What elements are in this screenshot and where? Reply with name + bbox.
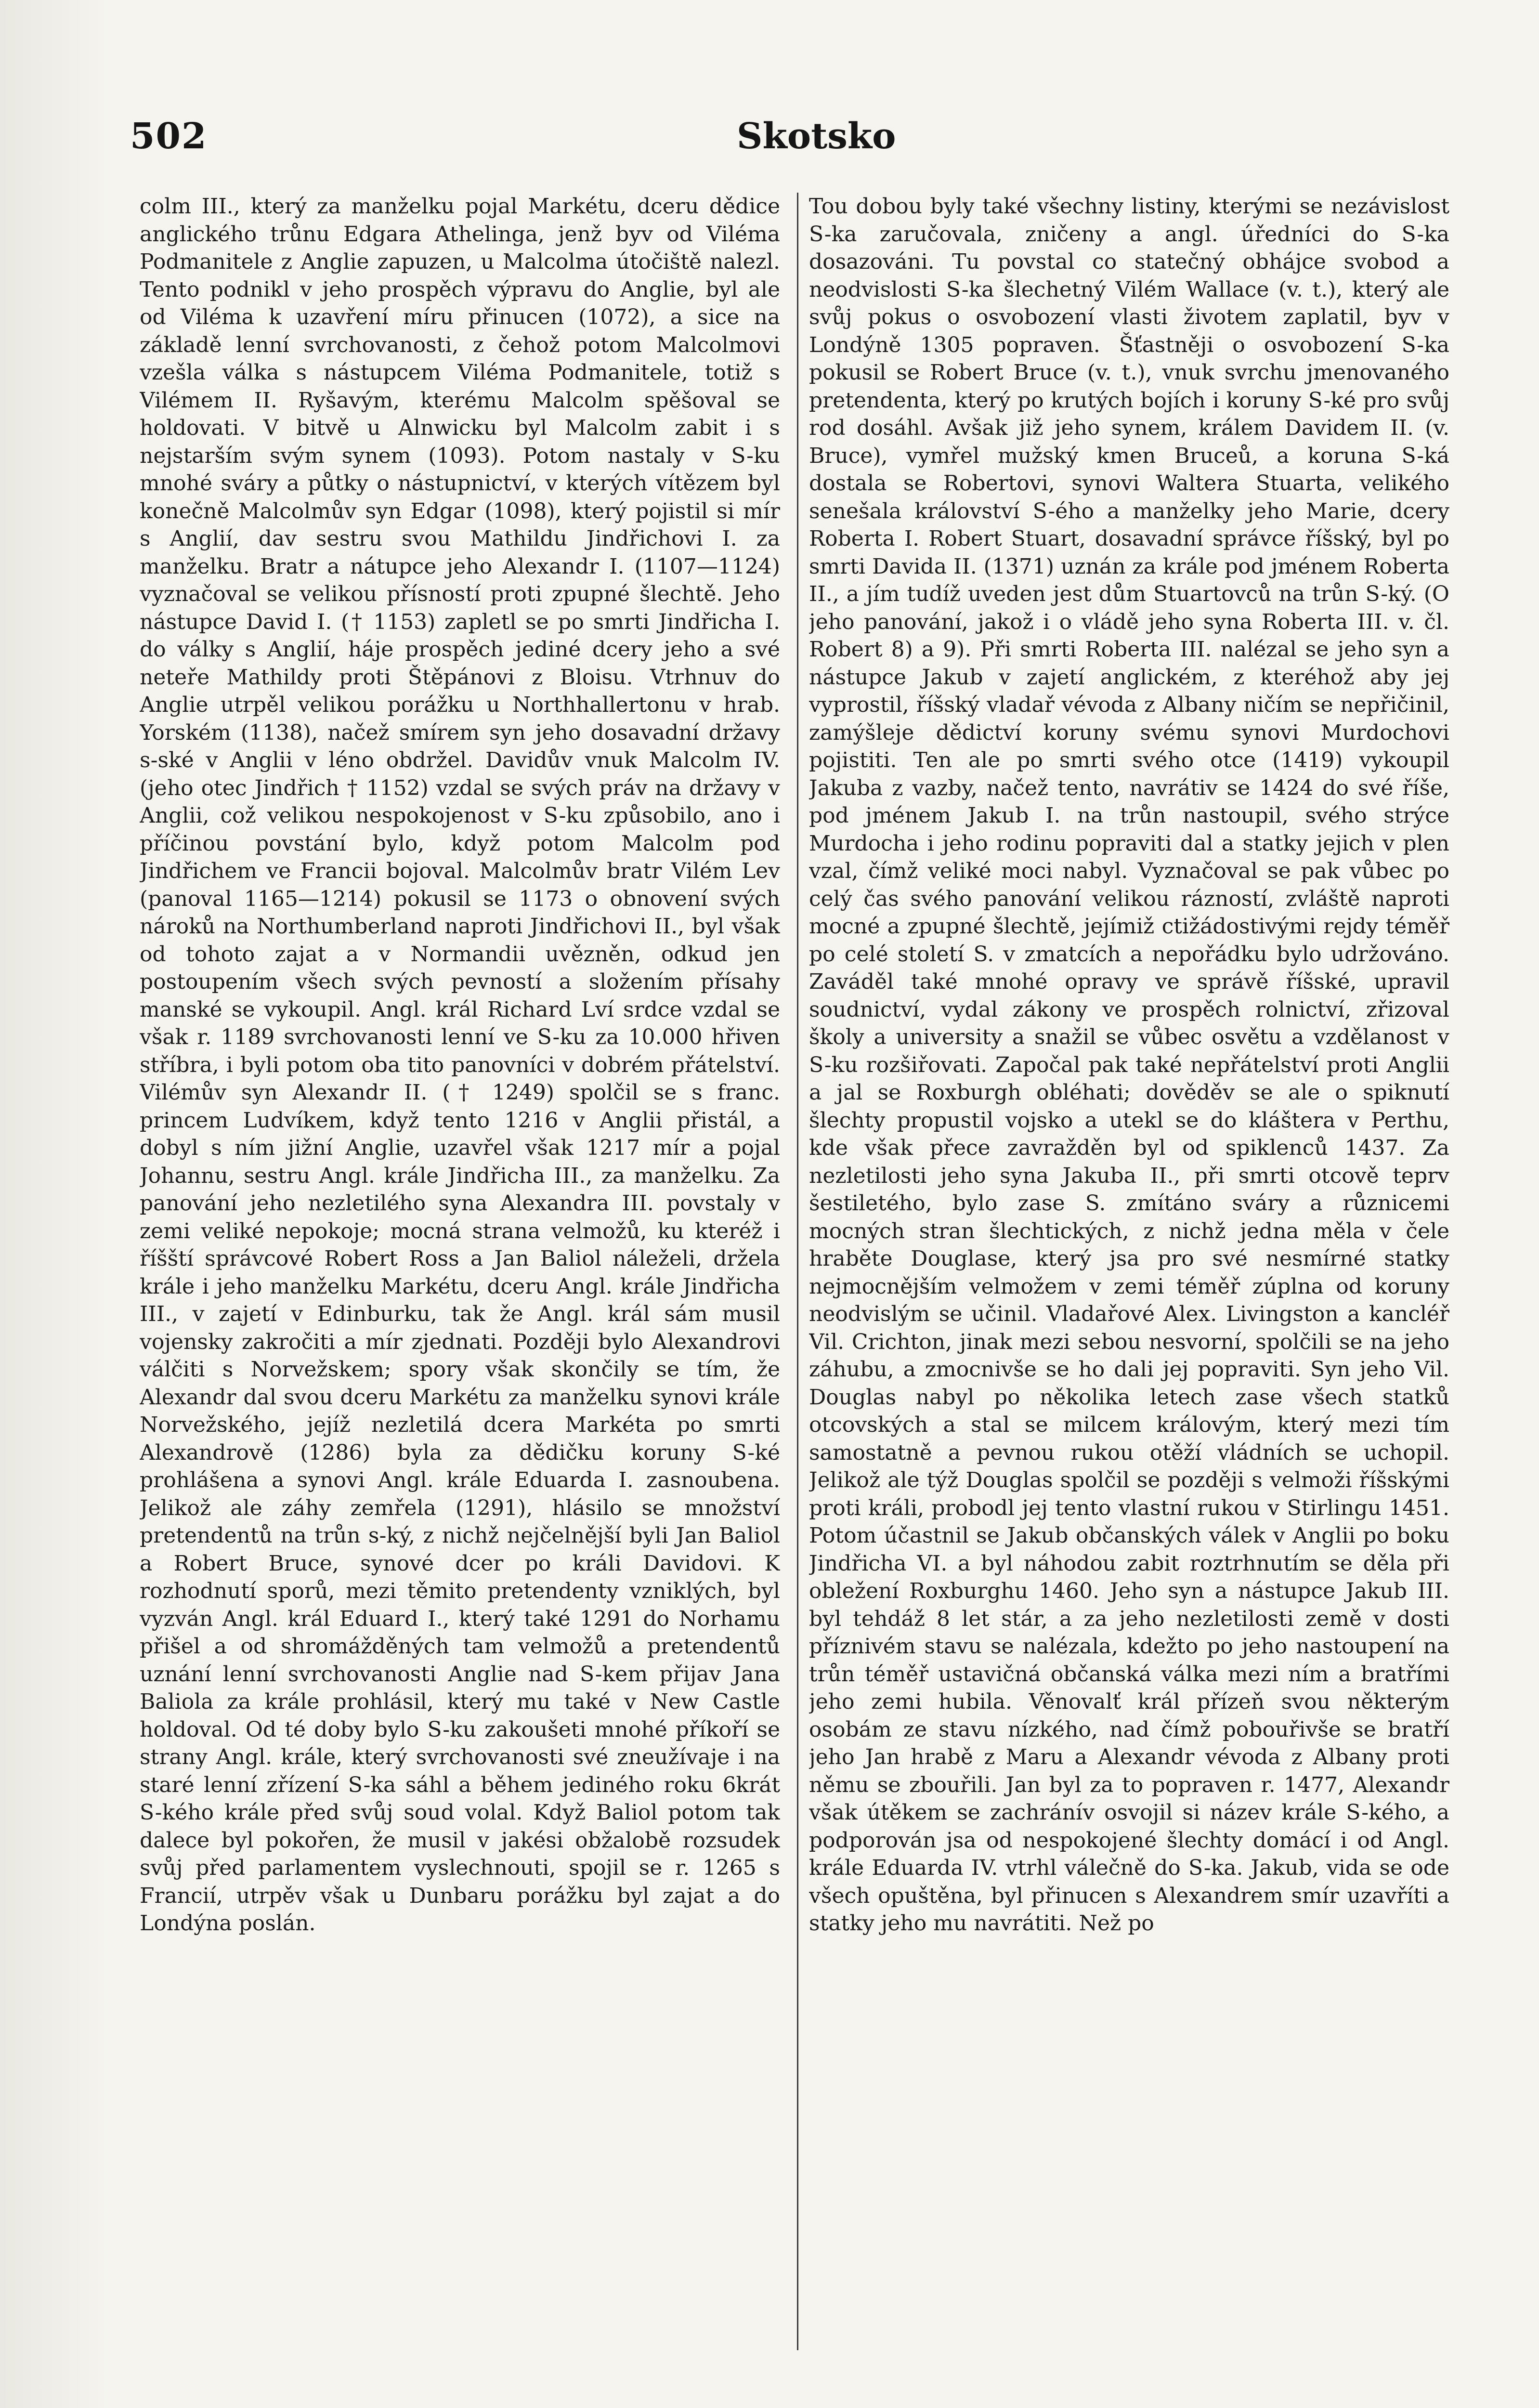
left-column bbox=[140, 193, 780, 2369]
column-divider bbox=[797, 193, 798, 2350]
page-number: 502 bbox=[130, 116, 208, 157]
right-column-text: Tou dobou byly také všechny listiny, kterými se nezávislost S-ka zaručovala, zničeny a angl. úředníci do S-ka dosazováni. Tu povstal co statečný obhájce svobod a neodvislosti S-ka šlechetný Vilém Wallace (v. t.), který ale svůj pokus o osvobození vlasti životem zaplatil, byv v Londýně 1305 popraven. Šťastněji o osvobození S-ka pokusil se Robert Bruce (v. t.), vnuk svrchu jmenovaného pretendenta, který po krutých bojích i koruny S-ké pro svůj rod dosáhl. Avšak již jeho synem, králem Davidem II. (v. Bruce), vymřel mužský kmen Bruceů, a koruna S-ká dostala se Robertovi, synovi Waltera Stuarta, velikého senešala království S-ého a manželky jeho Marie, dcery Roberta I. Robert Stuart, dosavadní správce říšský, byl po smrti Davida II. (1371) uznán za krále pod jménem Roberta II., a jím tudíž uveden jest dům Stuartovců na trůn S-ký. (O jeho panování, jakož i o vládě jeho syna Roberta III. v. čl. Robert 8) a 9). Při smrti Roberta III. nalézal se jeho syn a nástupce Jakub v zajetí anglickém, z kteréhož aby jej vyprostil, říšský vladař vévoda z Albany ničím se nepřičinil, zamýšleje dědictví koruny svému synovi Murdochovi pojistiti. Ten ale po smrti svého otce (1419) vykoupil Jakuba z vazby, načež tento, navrátiv se 1424 do své říše, pod jménem Jakub I. na trůn nastoupil, svého strýce Murdocha i jeho rodinu popraviti dal a statky jejich v plen vzal, čímž veliké moci nabyl. Vyznačoval se pak vůbec po celý čas svého panování velikou rázností, zvláště naproti mocné a zpupné šlechtě, jejímiž ctižádostivými rejdy téměř po celé století S. v zmatcích a nepořádku bylo udržováno. Zaváděl také mnohé opravy ve správě říšské, upravil soudnictví, vydal zákony ve prospěch rolnictví, zřizoval školy a university a snažil se vůbec osvětu a vzdělanost v S-ku rozšiřovati. Započal pak také nepřátelství proti Anglii a jal se Roxburgh obléhati; dověděv se ale o spiknutí šlechty propustil vojsko a utekl se do kláštera v Perthu, kde však přece zavražděn byl od spiklenců 1437. Za nezletilosti jeho syna Jakuba II., při smrti otcově teprv šestiletého, bylo zase S. zmítáno sváry a různicemi mocných stran šlechtických, z nichž jedna měla v čele hraběte Douglase, který jsa pro své nesmírné statky nejmocnějším velmožem v zemi téměř zúplna od koruny neodvislým se učinil. Vladařové Alex. Livingston a kancléř Vil. Crichton, jinak mezi sebou nesvorní, spolčili se na jeho záhubu, a zmocnivše se ho dali jej popraviti. Syn jeho Vil. Douglas nabyl po několika letech zase všech statků otcovských a stal se milcem královým, který mezi tím samostatně a pevnou rukou otěží vládních se uchopil. Jelikož ale týž Douglas spolčil se později s velmoži říšskými proti králi, probodl jej tento vlastní rukou v Stirlingu 1451. Potom účastnil se Jakub občanských válek v Anglii po boku Jindřicha VI. a byl náhodou zabit roztrhnutím se děla při obležení Roxburghu 1460. Jeho syn a nástupce Jakub III. byl tehdáž 8 let stár, a za jeho nezletilosti země v dosti příznivém stavu se nalézala, kdežto po jeho nastoupení na trůn téměř ustavičná občanská válka mezi ním a bratřími jeho zemi hubila. Věnovalť král přízeň svou některým osobám ze stavu nízkého, nad čímž pobouřivše se bratří jeho Jan hrabě z Maru a Alexandr vévoda z Albany proti němu se zbouřili. Jan byl za to popraven r. 1477, Alexandr však útěkem se zachránív osvojil si název krále S-kého, a podporován jsa od nespokojené šlechty domácí i od Angl. krále Eduarda IV. vtrhl válečně do S-ka. Jakub, vida se ode všech opuštěna, byl přinucen s Alexandrem smír uzavříti a statky jeho mu navrátiti. Než po bbox=[809, 194, 1449, 1936]
page-edge-shadow bbox=[0, 0, 111, 2408]
running-head: Skotsko bbox=[737, 116, 896, 157]
right-column bbox=[809, 193, 1449, 2369]
page-header bbox=[130, 116, 1478, 173]
left-column-text: colm III., který za manželku pojal Markétu, dceru dědice anglického trůnu Edgara Athelinga, jenž byv od Viléma Podmanitele z Anglie zapuzen, u Malcolma útočiště nalezl. Tento podnikl v jeho prospěch výpravu do Anglie, byl ale od Viléma k uzavření míru přinucen (1072), a sice na základě lenní svrchovanosti, z čehož potom Malcolmovi vzešla válka s nástupcem Viléma Podmanitele, totiž s Vilémem II. Ryšavým, kterému Malcolm spěšoval se holdovati. V bitvě u Alnwicku byl Malcolm zabit i s nejstarším svým synem (1093). Potom nastaly v S-ku mnohé sváry a půtky o nástupnictví, v kterých vítězem byl konečně Malcolmův syn Edgar (1098), který pojistil si mír s Anglií, dav sestru svou Mathildu Jindřichovi I. za manželku. Bratr a nátupce jeho Alexandr I. (1107—1124) vyznačoval se velikou přísností proti zpupné šlechtě. Jeho nástupce David I. († 1153) zapletl se po smrti Jindřicha I. do války s Anglií, háje prospěch jediné dcery jeho a své neteře Mathildy proti Štěpánovi z Bloisu. Vtrhnuv do Anglie utrpěl velikou porážku u Northhallertonu v hrab. Yorském (1138), načež smírem syn jeho dosavadní državy s-ské v Anglii v léno obdržel. Davidův vnuk Malcolm IV. (jeho otec Jindřich † 1152) vzdal se svých práv na državy v Anglii, což velikou nespokojenost v S-ku způsobilo, ano i příčinou povstání bylo, když potom Malcolm pod Jindřichem ve Francii bojoval. Malcolmův bratr Vilém Lev (panoval 1165—1214) pokusil se 1173 o obnovení svých nároků na Northumberland naproti Jindřichovi II., byl však od tohoto zajat a v Normandii uvězněn, odkud jen postoupením všech svých pevností a složením přísahy manské se vykoupil. Angl. král Richard Lví srdce vzdal se však r. 1189 svrchovanosti lenní ve S-ku za 10.000 hřiven stříbra, i byli potom oba tito panovníci v dobrém přátelství. Vilémův syn Alexandr II. († 1249) spolčil se s franc. princem Ludvíkem, když tento 1216 v Anglii přistál, a dobyl s ním jižní Anglie, uzavřel však 1217 mír a pojal Johannu, sestru Angl. krále Jindřicha III., za manželku. Za panování jeho nezletilého syna Alexandra III. povstaly v zemi veliké nepokoje; mocná strana velmožů, ku kteréž i říšští správcové Robert Ross a Jan Baliol náleželi, držela krále i jeho manželku Markétu, dceru Angl. krále Jindřicha III., v zajetí v Edinburku, tak že Angl. král sám musil vojensky zakročiti a mír zjednati. Později bylo Alexandrovi válčiti s Norvežskem; spory však skončily se tím, že Alexandr dal svou dceru Markétu za manželku synovi krále Norvežského, jejíž nezletilá dcera Markéta po smrti Alexandrově (1286) byla za dědičku koruny S-ké prohlášena a synovi Angl. krále Eduarda I. zasnoubena. Jelikož ale záhy zemřela (1291), hlásilo se množství pretendentů na trůn s-ký, z nichž nejčelnější byli Jan Baliol a Robert Bruce, synové dcer po králi Davidovi. K rozhodnutí sporů, mezi těmito pretendenty vzniklých, byl vyzván Angl. král Eduard I., který také 1291 do Norhamu přišel a od shromážděných tam velmožů a pretendentů uznání lenní svrchovanosti Anglie nad S-kem přijav Jana Baliola za krále prohlásil, který mu také v New Castle holdoval. Od té doby bylo S-ku zakoušeti mnohé příkoří se strany Angl. krále, který svrchovanosti své zneužívaje i na staré lenní zřízení S-ka sáhl a během jediného roku 6krát S-kého krále před svůj soud volal. Když Baliol potom tak dalece byl pokořen, že musil v jakési obžalobě rozsudek svůj před parlamentem vyslechnouti, spojil se r. 1265 s Francií, utrpěv však u Dunbaru porážku byl zajat a do Londýna poslán. bbox=[140, 194, 780, 1936]
